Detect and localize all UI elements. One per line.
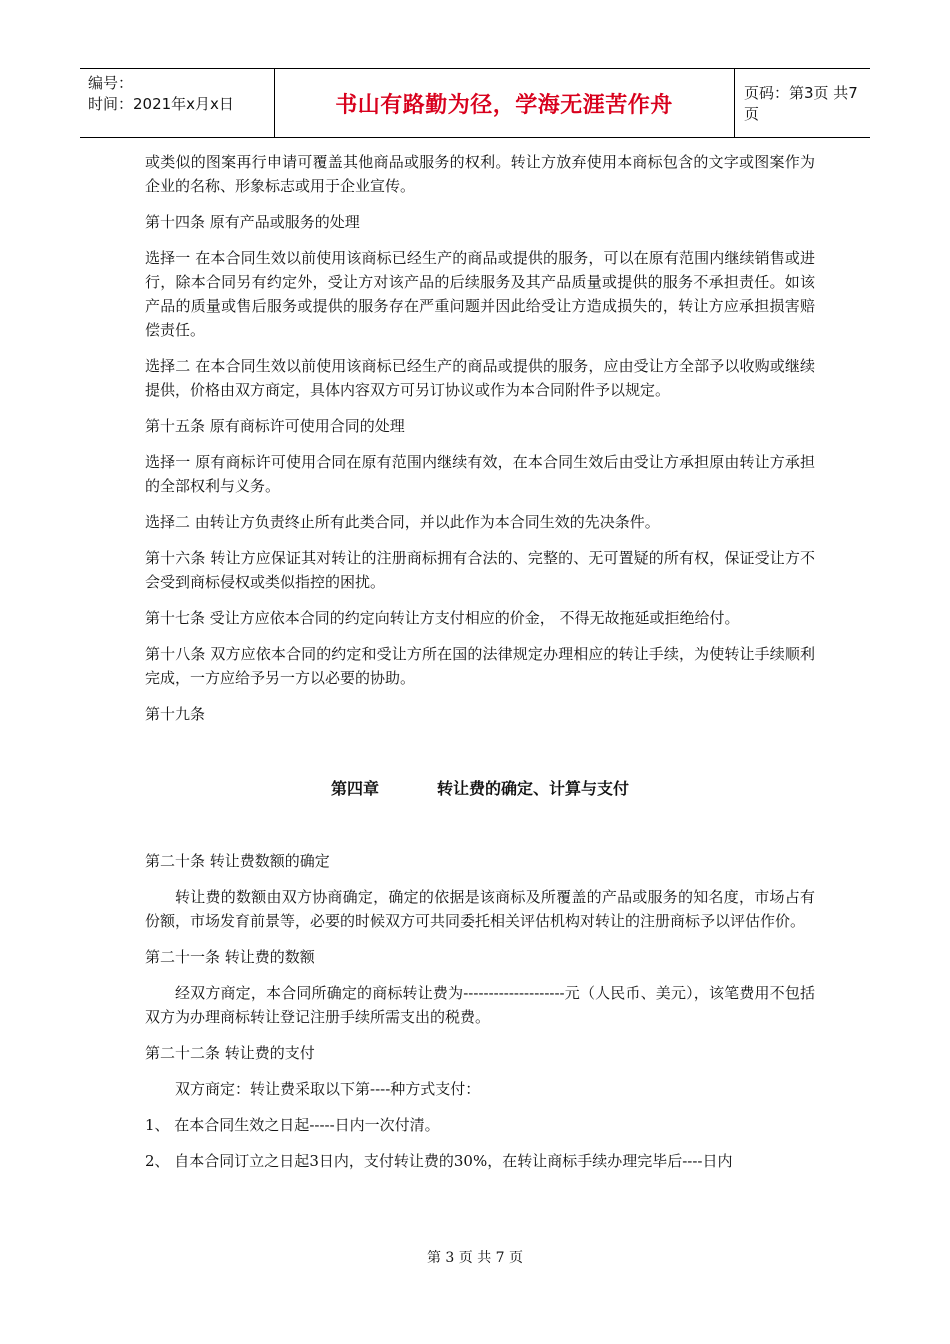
article-heading: 第十九条 <box>145 705 206 723</box>
chapter-number: 第四章 <box>330 779 379 798</box>
paragraph: 经双方商定，本合同所确定的商标转让费为--------------------元（人民币、美元），该笔费用不包括双方为办理商标转让登记注册手续所需支出的税费。 <box>145 984 815 1026</box>
paragraph: 选择一 在本合同生效以前使用该商标已经生产的商品或提供的服务，可以在原有范围内继续销售或进行，除本合同另有约定外，受让方对该产品的后续服务及其产品质量或提供的服务不承担责任。如该产品的质量或售后服务或提供的服务存在严重问题并因此给受让方造成损失的，转让方应承担损害赔偿责任。 <box>145 249 815 339</box>
doc-number-label: 编号： <box>88 74 134 92</box>
document-body <box>145 150 815 1173</box>
article-heading: 第十五条 原有商标许可使用合同的处理 <box>145 417 405 435</box>
list-item: 2、 自本合同订立之日起3日内，支付转让费的30%，在转让商标手续办理完毕后----日内 <box>145 1152 733 1170</box>
article-heading: 第二十二条 转让费的支付 <box>145 1044 315 1062</box>
header-meta <box>80 69 275 137</box>
doc-date-label: 时间：2021年x月x日 <box>88 95 234 113</box>
chapter-title: 转让费的确定、计算与支付 <box>437 779 630 798</box>
article-heading: 第二十条 转让费数额的确定 <box>145 852 330 870</box>
article-heading: 第二十一条 转让费的数额 <box>145 948 315 966</box>
paragraph: 转让费的数额由双方协商确定，确定的依据是该商标及所覆盖的产品或服务的知名度，市场占有份额，市场发育前景等，必要的时候双方可共同委托相关评估机构对转让的注册商标予以评估作价。 <box>145 888 815 930</box>
page-header <box>80 68 870 138</box>
chapter-heading <box>145 776 815 799</box>
paragraph: 双方商定：转让费采取以下第----种方式支付： <box>175 1080 481 1098</box>
page-footer: 第 3 页 共 7 页 <box>426 1250 524 1266</box>
paragraph: 第十六条 转让方应保证其对转让的注册商标拥有合法的、完整的、无可置疑的所有权，保证受让方不会受到商标侵权或类似指控的困扰。 <box>145 549 815 591</box>
paragraph: 或类似的图案再行申请可覆盖其他商品或服务的权利。转让方放弃使用本商标包含的文字或图案作为企业的名称、形象标志或用于企业宣传。 <box>145 153 815 195</box>
header-motto: 书山有路勤为径，学海无涯苦作舟 <box>335 92 673 118</box>
header-page-info: 页码：第3页 共7页 <box>744 84 858 123</box>
paragraph: 选择一 原有商标许可使用合同在原有范围内继续有效，在本合同生效后由受让方承担原由转让方承担的全部权利与义务。 <box>145 453 815 495</box>
header-motto-cell <box>274 69 735 137</box>
paragraph: 选择二 在本合同生效以前使用该商标已经生产的商品或提供的服务，应由受让方全部予以收购或继续提供，价格由双方商定，具体内容双方可另订协议或作为本合同附件予以规定。 <box>145 357 815 399</box>
paragraph: 第十七条 受让方应依本合同的约定向转让方支付相应的价金， 不得无故拖延或拒绝给付。 <box>145 609 740 627</box>
paragraph: 第十八条 双方应依本合同的约定和受让方所在国的法律规定办理相应的转让手续，为使转让手续顺利完成，一方应给予另一方以必要的协助。 <box>145 645 815 687</box>
header-page-cell <box>734 69 870 137</box>
list-item: 1、 在本合同生效之日起-----日内一次付清。 <box>145 1116 440 1134</box>
paragraph: 选择二 由转让方负责终止所有此类合同，并以此作为本合同生效的先决条件。 <box>145 513 660 531</box>
article-heading: 第十四条 原有产品或服务的处理 <box>145 213 360 231</box>
